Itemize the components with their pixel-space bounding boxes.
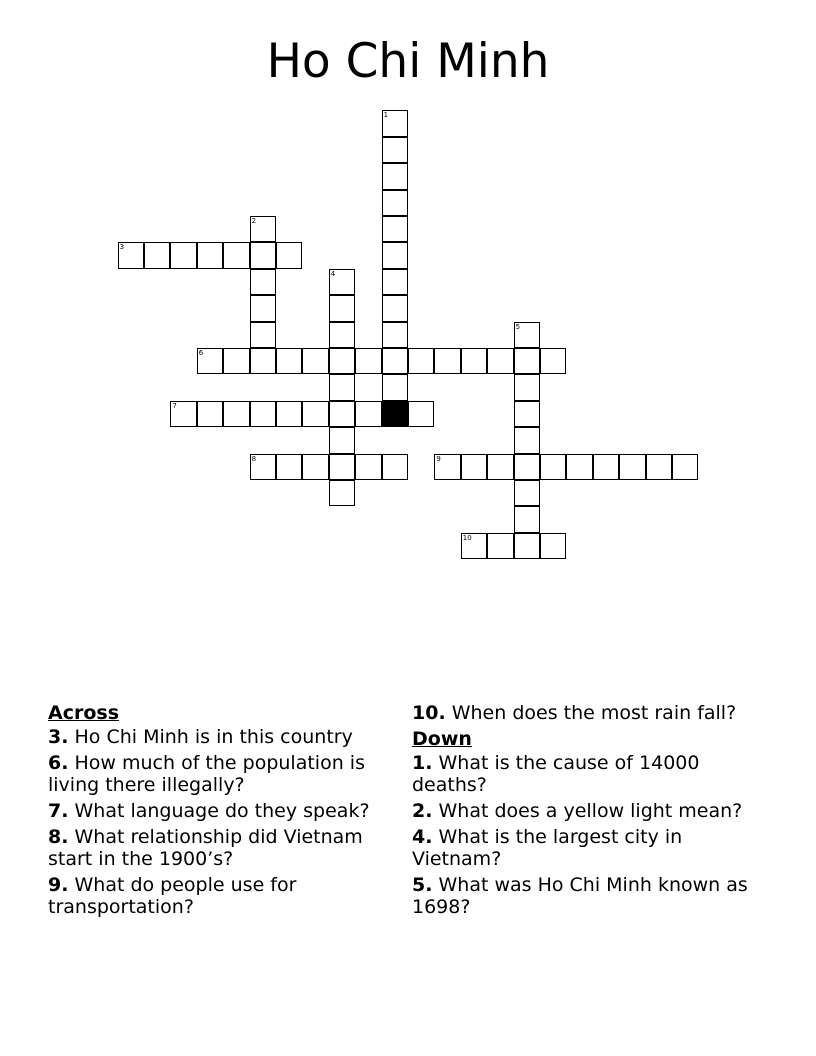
grid-cell[interactable] <box>223 348 249 374</box>
clue-text: What was Ho Chi Minh known as 1698? <box>412 874 748 918</box>
grid-cell[interactable] <box>540 533 566 559</box>
clue-across-9 <box>48 874 388 918</box>
black-square <box>382 401 408 427</box>
grid-cell[interactable] <box>329 427 355 453</box>
grid-cell[interactable] <box>355 348 381 374</box>
grid-cell[interactable] <box>514 533 540 559</box>
grid-cell[interactable] <box>382 137 408 163</box>
grid-cell[interactable] <box>276 242 302 268</box>
grid-cell[interactable] <box>223 242 249 268</box>
clue-text: What do people use for transportation? <box>48 874 297 918</box>
clue-text: What is the largest city in Vietnam? <box>412 826 683 870</box>
clues-right-column <box>412 702 772 922</box>
grid-cell[interactable] <box>487 454 513 480</box>
grid-cell[interactable] <box>276 454 302 480</box>
clue-down-5 <box>412 874 772 918</box>
grid-cell[interactable] <box>408 348 434 374</box>
grid-cell[interactable] <box>250 216 276 242</box>
across-heading: Across <box>48 702 120 724</box>
cell-number: 2 <box>251 217 257 225</box>
grid-cell[interactable] <box>250 295 276 321</box>
grid-cell[interactable] <box>250 401 276 427</box>
grid-cell[interactable] <box>118 242 144 268</box>
cell-number: 5 <box>515 322 521 331</box>
clue-text: What relationship did Vietnam start in the 1900’s? <box>48 826 363 870</box>
puzzle-title: Ho Chi Minh <box>266 34 550 89</box>
grid-cell[interactable] <box>250 322 276 348</box>
cell-number: 8 <box>251 454 257 463</box>
grid-cell[interactable] <box>514 427 540 453</box>
grid-cell[interactable] <box>514 401 540 427</box>
clue-across-3 <box>48 726 388 748</box>
grid-cell[interactable] <box>276 401 302 427</box>
clue-number: 4. <box>412 826 433 848</box>
grid-cell[interactable] <box>566 454 592 480</box>
clue-number: 9. <box>48 874 69 896</box>
grid-cell[interactable] <box>540 454 566 480</box>
cell-number: 3 <box>119 243 125 252</box>
grid-cell[interactable] <box>514 480 540 506</box>
clue-number: 2. <box>412 800 433 822</box>
clue-text: What language do they speak? <box>74 800 370 822</box>
clue-across-7 <box>48 800 388 822</box>
grid-cell[interactable] <box>144 242 170 268</box>
grid-cell[interactable] <box>382 374 408 400</box>
grid-cell[interactable] <box>487 348 513 374</box>
clue-number: 7. <box>48 800 69 822</box>
clue-text: Ho Chi Minh is in this country <box>74 726 353 748</box>
grid-cell[interactable] <box>382 190 408 216</box>
grid-cell[interactable] <box>461 533 487 559</box>
grid-cell[interactable] <box>382 242 408 268</box>
grid-cell[interactable] <box>514 374 540 400</box>
grid-cell[interactable] <box>487 533 513 559</box>
grid-cell[interactable] <box>382 110 408 136</box>
grid-cell[interactable] <box>382 269 408 295</box>
grid-cell[interactable] <box>223 401 249 427</box>
grid-cell[interactable] <box>250 269 276 295</box>
grid-cell[interactable] <box>329 322 355 348</box>
cell-number: 4 <box>330 269 336 278</box>
grid-cell[interactable] <box>302 401 328 427</box>
clue-across-6 <box>48 752 388 796</box>
clue-number: 5. <box>412 874 433 896</box>
clue-down-4 <box>412 826 772 870</box>
grid-cell[interactable] <box>382 216 408 242</box>
grid-cell[interactable] <box>514 322 540 348</box>
grid-cell[interactable] <box>250 242 276 268</box>
clue-across-10 <box>412 702 772 724</box>
grid-cell[interactable] <box>646 454 672 480</box>
clue-number: 3. <box>48 726 69 748</box>
grid-cell[interactable] <box>329 480 355 506</box>
grid-cell[interactable] <box>434 348 460 374</box>
clue-text: How much of the population is living there illegally? <box>48 752 365 796</box>
grid-cell[interactable] <box>329 374 355 400</box>
grid-cell[interactable] <box>514 506 540 532</box>
grid-cell[interactable] <box>382 322 408 348</box>
grid-cell[interactable] <box>170 242 196 268</box>
grid-cell[interactable] <box>329 401 355 427</box>
grid-cell[interactable] <box>329 454 355 480</box>
grid-cell[interactable] <box>382 454 408 480</box>
cell-number: 1 <box>383 111 389 120</box>
clues-left-column <box>48 702 388 922</box>
grid-cell[interactable] <box>250 348 276 374</box>
clue-number: 10. <box>412 702 446 724</box>
grid-cell[interactable] <box>672 454 698 480</box>
grid-cell[interactable] <box>619 454 645 480</box>
grid-cell[interactable] <box>461 348 487 374</box>
clue-down-1 <box>412 752 772 796</box>
grid-cell[interactable] <box>329 295 355 321</box>
grid-cell[interactable] <box>434 454 460 480</box>
grid-cell[interactable] <box>514 454 540 480</box>
grid-cell[interactable] <box>329 348 355 374</box>
grid-cell[interactable] <box>355 454 381 480</box>
grid-cell[interactable] <box>250 454 276 480</box>
clue-number: 1. <box>412 752 433 774</box>
grid-cell[interactable] <box>170 401 196 427</box>
grid-cell[interactable] <box>540 348 566 374</box>
cell-number: 6 <box>198 349 204 357</box>
grid-cell[interactable] <box>461 454 487 480</box>
grid-cell[interactable] <box>382 295 408 321</box>
grid-cell[interactable] <box>197 242 223 268</box>
grid-cell[interactable] <box>382 348 408 374</box>
clue-text: What does a yellow light mean? <box>438 800 743 822</box>
clue-number: 8. <box>48 826 69 848</box>
clue-across-8 <box>48 826 388 870</box>
clue-text: What is the cause of 14000 deaths? <box>412 752 700 796</box>
grid-cell[interactable] <box>408 401 434 427</box>
grid-cell[interactable] <box>382 163 408 189</box>
cell-number: 9 <box>436 454 441 463</box>
grid-cell[interactable] <box>197 401 223 427</box>
cell-number: 10 <box>462 533 472 542</box>
down-heading: Down <box>412 728 472 750</box>
grid-cell[interactable] <box>302 348 328 374</box>
grid-cell[interactable] <box>514 348 540 374</box>
clue-text: When does the most rain fall? <box>451 702 737 724</box>
clue-number: 6. <box>48 752 69 774</box>
grid-cell[interactable] <box>329 269 355 295</box>
cell-number: 7 <box>172 401 177 410</box>
grid-cell[interactable] <box>276 348 302 374</box>
grid-cell[interactable] <box>355 401 381 427</box>
grid-cell[interactable] <box>302 454 328 480</box>
grid-cell[interactable] <box>593 454 619 480</box>
clue-down-2 <box>412 800 772 822</box>
grid-cell[interactable] <box>197 348 223 374</box>
